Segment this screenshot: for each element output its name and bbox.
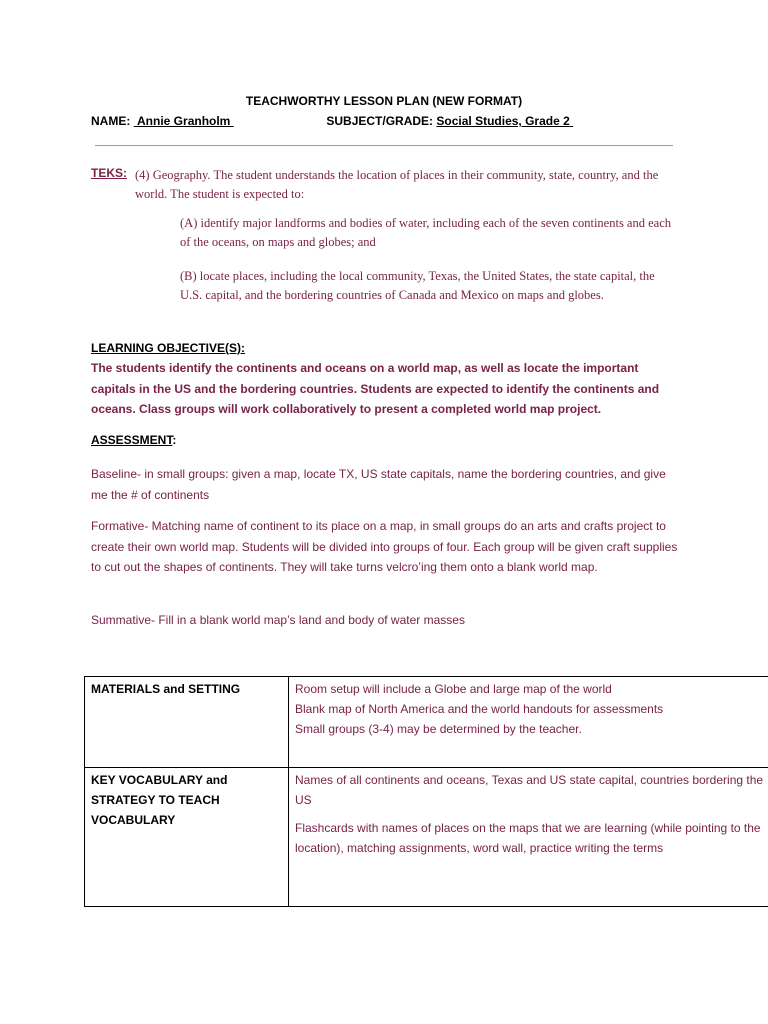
materials-line-1: Room setup will include a Globe and large map of the world (295, 682, 612, 696)
document-title: TEACHWORTHY LESSON PLAN (NEW FORMAT) (245, 94, 523, 108)
vocabulary-content-cell (289, 768, 768, 907)
name-subject-row (91, 114, 651, 128)
teks-item-a: (A) identify major landforms and bodies of water, including each of the seven continents and each of the oceans, on maps and globes; and (180, 216, 672, 249)
materials-line-3: Small groups (3-4) may be determined by the teacher. (295, 722, 582, 736)
assessment-summative: Summative- Fill in a blank world map’s land and body of water masses (91, 613, 465, 627)
table-row (85, 677, 768, 768)
teks-intro: (4) Geography. The student understands the location of places in their community, state, country, and the world. The student is expected to: (135, 168, 659, 201)
subject-value: Social Studies, Grade 2 (436, 114, 570, 128)
materials-table (84, 676, 768, 907)
vocabulary-paragraph-1: Names of all continents and oceans, Texas and US state capital, countries bordering the US (295, 773, 764, 807)
materials-line-2: Blank map of North America and the world handouts for assessments (295, 702, 664, 716)
materials-label-cell (85, 677, 289, 768)
teks-item-b: (B) locate places, including the local community, Texas, the United States, the state capital, the U.S. capital, and the bordering countries of Canada and Mexico on maps and globes. (180, 269, 655, 302)
header-divider (95, 145, 673, 146)
subject-underline (570, 114, 612, 128)
name-underline (230, 114, 326, 128)
vocabulary-spacer (295, 810, 768, 818)
teks-label: TEKS: (91, 166, 127, 180)
name-value (134, 114, 231, 128)
materials-label: MATERIALS and SETTING (91, 682, 241, 696)
vocabulary-paragraph-2: Flashcards with names of places on the maps that we are learning (while pointing to the location), matching assignments, word wall, practice writing the terms (295, 821, 761, 855)
name-label: NAME: (91, 114, 131, 128)
assessment-heading-text: ASSESSMENT (91, 433, 173, 447)
subject-label: SUBJECT/GRADE: (326, 114, 434, 128)
assessment-baseline: Baseline- in small groups: given a map, locate TX, US state capitals, name the bordering countries, and give me the # of continents (91, 467, 666, 502)
table-row (85, 768, 768, 907)
name-value-text: Annie Granholm (137, 114, 231, 128)
assessment-heading-colon: : (172, 433, 177, 447)
learning-objective-heading: LEARNING OBJECTIVE(S): (91, 341, 246, 355)
learning-objective-text: The students identify the continents and oceans on a world map, as well as locate the important capitals in the US and the bordering countries. Students are expected to identify the continents and oceans. Class groups will work collaboratively to present a completed world map project. (91, 361, 660, 416)
materials-content-cell (289, 677, 768, 768)
vocabulary-label: KEY VOCABULARY and STRATEGY TO TEACH VOCABULARY (91, 773, 228, 827)
vocabulary-label-cell (85, 768, 289, 907)
assessment-heading (91, 433, 176, 447)
assessment-formative: Formative- Matching name of continent to its place on a map, in small groups do an arts and crafts project to create their own world map. Students will be divided into groups of four. Each group will be given craft supplies to cut out the shapes of continents. They will take turns velcro’ing them onto a blank world map. (91, 519, 678, 574)
